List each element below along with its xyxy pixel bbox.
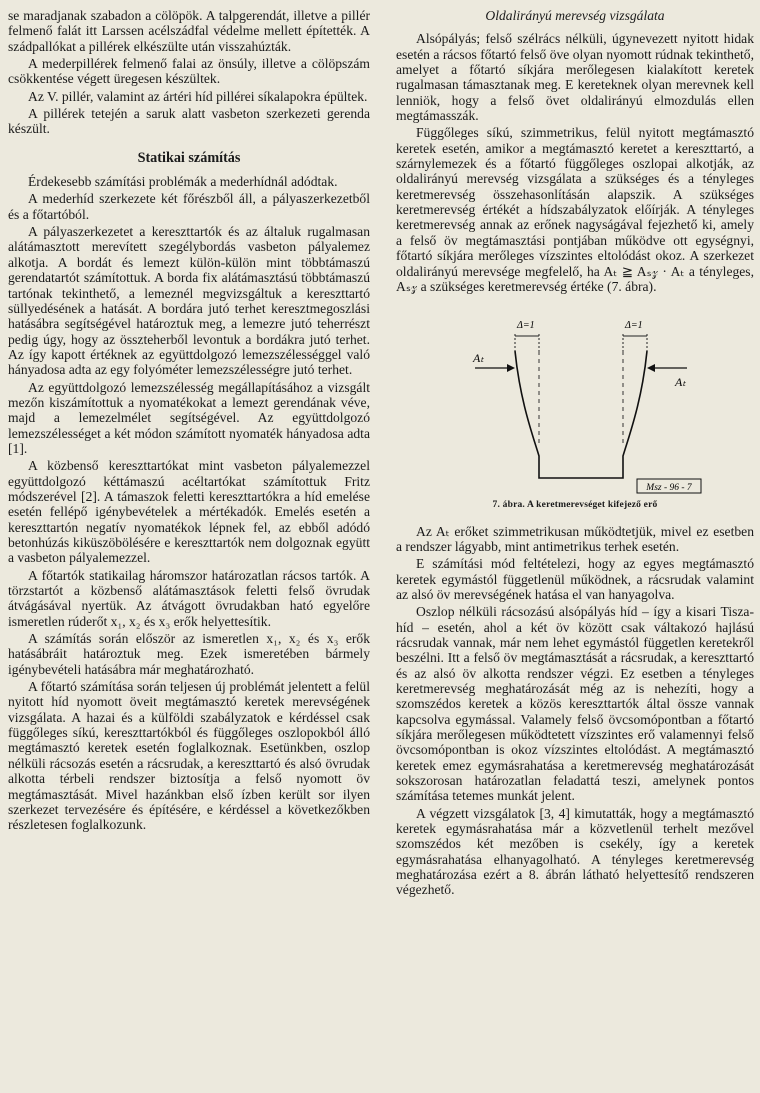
deformed-frame — [515, 351, 647, 478]
right-column — [396, 8, 754, 898]
section-heading-oldaliranyu: Oldalirányú merevség vizsgálata — [485, 8, 665, 23]
paragraph: A pillérek tetején a saruk alatt vasbeton szerkezeti gerenda készült. — [8, 106, 370, 137]
paragraph: Alsópályás; felső szélrács nélküli, úgynevezett nyitott hidak esetén a rácsos főtartó felső öve olyan nyomott rúdnak tekinthető, amelyet a főtartó síkjára merőlegesen kialakított keretek rugalmasan támasztanak meg. E kereteknek olyan merevnek kell lenniök, hogy a felső övet oldalirányú elmozdulás ellen megtámasszák. — [396, 31, 754, 124]
paragraph: Oszlop nélküli rácsozású alsópályás híd – így a kisari Tisza-híd – esetén, ahol a két öv között csak váltakozó hajlású rácsrudak vannak, már nem lehet egymástól független keretekről beszélni. Itt a felső öv megtámasztását a rácsrudak, a kereszttartó és az alsó öv alkotta rendszer végzi. Ez esetben a tényleges keretmerevség meghatározását még az is nehezíti, hogy a szomszédos keretek a közös kereszttartók által össze vannak kapcsolva egymással. Valamely felső övcsomópontban a főtartó síkjára merőlegesen működtetett vízszintes erő valamennyi felső övcsomópontban is okoz vízszintes eltolódást. A megtámasztó keretek emez egymásrahatása a keretmerevség meghatározását sokszorosan határozatlan feladattá teszi, amelynek pontos számítása tetemes munkát jelent. — [396, 604, 754, 804]
figure-7 — [396, 306, 754, 513]
paragraph: A mederpillérek felmenő falai az önsúly, illetve a cölöpszám csökkentése végett üregesen készültek. — [8, 56, 370, 87]
force-left-label: Aₜ — [473, 351, 484, 366]
paragraph: se maradjanak szabadon a cölöpök. A talpgerendát, illetve a pillér felmenő falát itt Larssen acélszádfal védelme mellett építették. A szádpallókat a pillérek elkészülte után visszahúzták. — [8, 8, 370, 54]
delta-left-label: Δ=1 — [517, 320, 535, 332]
paragraph: Függőleges síkú, szimmetrikus, felül nyitott megtámasztó keretek esetén, amikor a megtámasztó keretet a kereszttartó, a szárnylemezek és a főtartó függőleges oszlopai alkotják, az oldalirányú merevség vizsgálata a szükséges és a tényleges keretmerevség összehasonlításán alapszik. A szükséges keretmerevség értékét a hídszabályzatok előírják. A tényleges keretmerevség annak az erőnek nagyságával fejezhető ki, amely a felső öv megtámasztási pontjában működve ott egységnyi, főtartó síkjára merőleges vízszintes eltolódást okoz. A szerkezet oldalirányú merevsége megfelelő, ha Aₜ ≧ Aₛ𝓏 · Aₜ a tényleges, Aₛ𝓏 a szükséges keretmerevség értéke (7. ábra). — [396, 125, 754, 294]
paragraph: A mederhíd szerkezete két főrészből áll, a pályaszerkezetből és a főtartóból. — [8, 191, 370, 222]
paragraph: Az V. pillér, valamint az ártéri híd pillérei síkalapokra épültek. — [28, 88, 368, 104]
left-column — [8, 8, 370, 833]
paragraph: A főtartók statikailag háromszor határozatlan rácsos tartók. A törzstartót a közbenső alátámasztások feletti felső övrudak átvágásával nyertük. Az átvágott övrudakban ható egyelőre ismeretlen rúderőt x₁, x₂ és x₃ erők helyettesítik. — [8, 567, 370, 629]
paragraph: Az együttdolgozó lemezszélesség megállapításához a vizsgált mezőn kiszámítottuk a nyomatékokat a lemezt gerendának véve, majd a lemezelmélet segítségével. Az együttdolgozó lemezszélességet a két módon számított nyomaték hányadosa adta [1]. — [8, 379, 370, 456]
figure-label-text: Msz - 96 - 7 — [646, 483, 692, 494]
paragraph: A végzett vizsgálatok [3, 4] kimutatták, hogy a megtámasztó keretek egymásrahatása már a közvetlenül terhelt mezővel szomszédos két mezőben is csekély, így a keretek egymásrahatása elhanyagolható. A tényleges keretmerevség meghatározása ezért a 8. ábrán látható helyettesítő rendszeren végezhető. — [396, 805, 754, 898]
paragraph: Az Aₜ erőket szimmetrikusan működtetjük, mivel ez esetben a rendszer lágyabb, mint antimetrikus terhek esetén. — [396, 523, 754, 554]
paragraph: Érdekesebb számítási problémák a mederhídnál adódtak. — [28, 174, 338, 190]
paragraph: A pályaszerkezetet a kereszttartók és az általuk rugalmasan alátámasztott merevített szegélybordás vasbeton pályalemez alkotja. A bordát és lemezt külön-külön mint többtámaszú gerendatartót számítottuk. A borda fix alátámasztású többtámaszú tartónak tekinthető, a lemeznél megvizsgáltuk a kereszttartó süllyedésének a hatását. A bordára jutó terhet keresztmegoszlási hatásábra segítségével határoztuk meg, a lemezre jutó teherrészt pedig úgy, hogy az összteherből levontuk a bordákra jutó terhet. Az így kapott értéknek az együttdolgozó lemezszélességgel való hányadosa adta az egy folyóméter lemezszélességre jutó terhet. — [8, 224, 370, 378]
paragraph: A közbenső kereszttartókat mint vasbeton pályalemezzel együttdolgozó kéttámaszú acéltartókat számítottuk Fritz módszerével [2]. A támaszok feletti kereszttartókra a híd emelése esetén fellépő igénybevételek a mértékadók. Emelés esetén a kereszttartón negatív nyomatékok lépnek fel, az ebből adódó betonhúzás kiküszöbölésére e kereszttartók nem dolgoznak együtt a vasbeton pályalemezzel. — [8, 458, 370, 566]
figure-caption: 7. ábra. A keretmerevséget kifejező erő — [492, 500, 658, 511]
paragraph: A főtartó számítása során teljesen új problémát jelentett a felül nyitott híd nyomott öveit megtámasztó keretek merevségének vizsgálata. A hazai és a külföldi szabályzatok e kérdéssel csak függőleges síkú, kereszttartókból és függőleges oszlopokból álló megtámasztó keretek esetén foglalkoznak. Esetünkben, oszlop nélküli rácsozás esetén a rácsrudak, a kereszttartó és alsó övrudak alkotta térbeli rendszer biztosítja a felső nyomott öv megtámasztását. Mivel hazánkban első ízben került sor ilyen szerkezet tervezésére és építésére, e kérdéssel a következőkben részletesen foglalkozunk. — [8, 679, 370, 833]
delta-right-label: Δ=1 — [625, 320, 643, 332]
paragraph: A számítás során először az ismeretlen x₁, x₂ és x₃ erők hatásábráit határoztuk meg. Ezek ismeretében bármely igénybevételi hatásábra már meghatározható. — [8, 631, 370, 677]
frame-stiffness-diagram — [425, 306, 725, 496]
section-heading-statikai: Statikai számítás — [137, 149, 241, 166]
paragraph: E számítási mód feltételezi, hogy az egyes megtámasztó keretek egymástól függetlenül működnek, a rácsrudak valamint az alsó öv merevségének hatása el van hanyagolva. — [396, 556, 754, 602]
force-right-label: Aₜ — [675, 375, 686, 390]
